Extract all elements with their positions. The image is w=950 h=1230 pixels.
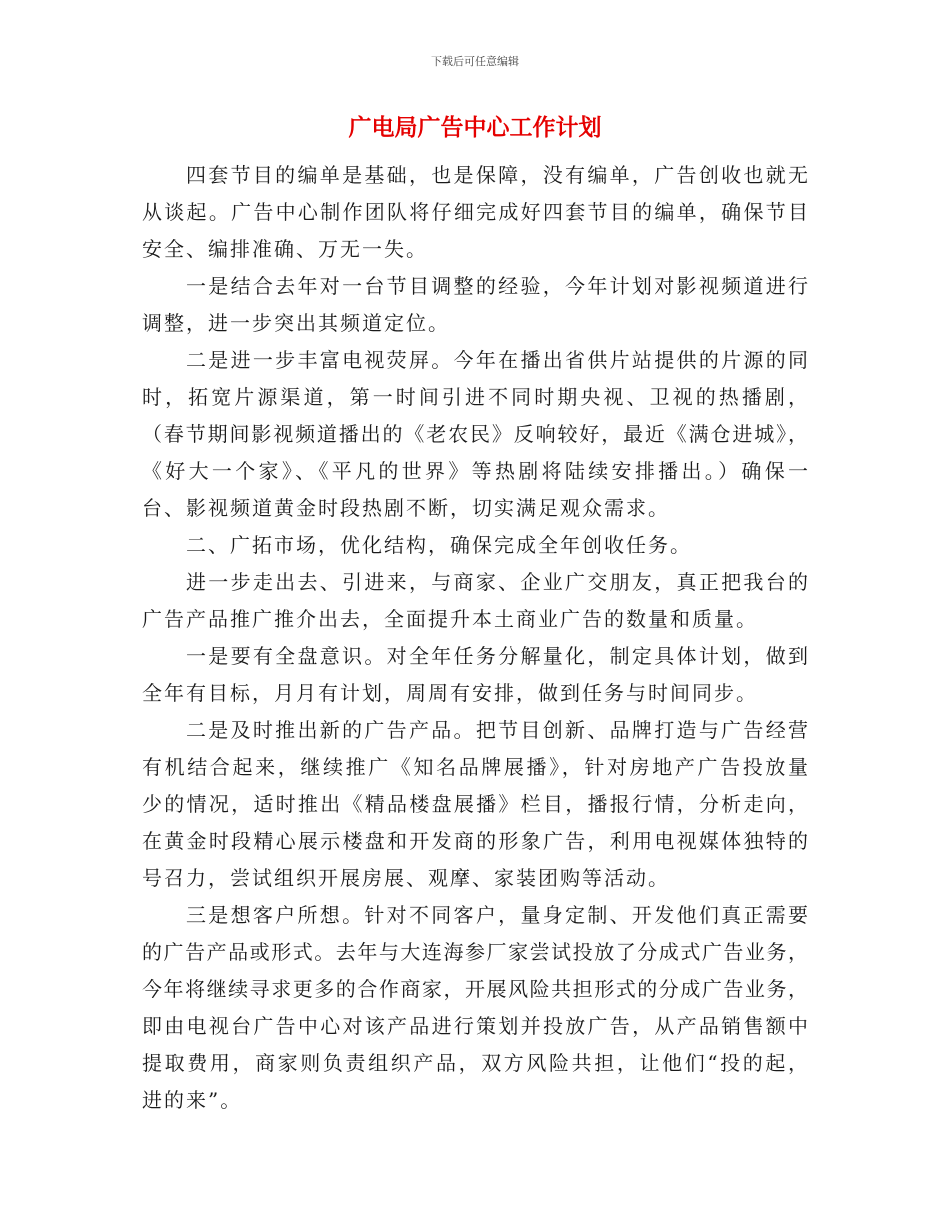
paragraph bbox=[142, 564, 808, 638]
paragraph bbox=[142, 157, 808, 268]
text-line: 二是进一步丰富电视荧屏。今年在播出省供片站提供的片源的同 bbox=[186, 348, 808, 372]
text-line: 有机结合起来，继续推广《知名品牌展播》，针对房地产广告投放量 bbox=[142, 755, 808, 779]
page-header-note: 下载后可任意编辑 bbox=[431, 55, 519, 68]
text-line: 时，拓宽片源渠道，第一时间引进不同时期央视、卫视的热播剧， bbox=[142, 385, 808, 409]
text-line: 从谈起。广告中心制作团队将仔细完成好四套节目的编单，确保节目 bbox=[142, 200, 808, 224]
text-line: 进的来”。 bbox=[142, 1088, 243, 1112]
text-line: 调整，进一步突出其频道定位。 bbox=[142, 311, 450, 335]
text-line: 在黄金时段精心展示楼盘和开发商的形象广告，利用电视媒体独特的 bbox=[142, 829, 808, 853]
text-line: 一是要有全盘意识。对全年任务分解量化，制定具体计划，做到 bbox=[186, 644, 808, 668]
document-title: 广电局广告中心工作计划 bbox=[348, 114, 602, 141]
text-line: 二是及时推出新的广告产品。把节目创新、品牌打造与广告经营 bbox=[186, 718, 808, 742]
text-line: 全年有目标，月月有计划，周周有安排，做到任务与时间同步。 bbox=[142, 681, 758, 705]
paragraph bbox=[142, 712, 808, 897]
text-line: 的广告产品或形式。去年与大连海参厂家尝试投放了分成式广告业务， bbox=[142, 940, 808, 964]
text-line: 四套节目的编单是基础，也是保障，没有编单，广告创收也就无 bbox=[186, 163, 808, 187]
text-line: 三是想客户所想。针对不同客户，量身定制、开发他们真正需要 bbox=[186, 903, 808, 927]
text-line: 广告产品推广推介出去，全面提升本土商业广告的数量和质量。 bbox=[142, 607, 758, 631]
text-line: 号召力，尝试组织开展房展、观摩、家装团购等活动。 bbox=[142, 866, 670, 890]
paragraph bbox=[142, 638, 808, 712]
text-line: 进一步走出去、引进来，与商家、企业广交朋友，真正把我台的 bbox=[186, 570, 808, 594]
text-line: 少的情况，适时推出《精品楼盘展播》栏目，播报行情，分析走向， bbox=[142, 792, 808, 816]
text-line: 一是结合去年对一台节目调整的经验，今年计划对影视频道进行 bbox=[186, 274, 808, 298]
paragraph bbox=[142, 897, 808, 1119]
text-line: 二、广拓市场，优化结构，确保完成全年创收任务。 bbox=[186, 533, 692, 557]
paragraph bbox=[142, 268, 808, 342]
section-heading bbox=[142, 527, 808, 564]
text-line: （春节期间影视频道播出的《老农民》反响较好，最近《满仓进城》， bbox=[142, 422, 808, 446]
document-body bbox=[142, 157, 808, 1119]
text-line: 今年将继续寻求更多的合作商家，开展风险共担形式的分成广告业务， bbox=[142, 977, 808, 1001]
text-line: 安全、编排准确、万无一失。 bbox=[142, 237, 428, 261]
text-line: 提取费用，商家则负责组织产品，双方风险共担，让他们“投的起， bbox=[142, 1051, 808, 1075]
text-line: 《好大一个家》、《平凡的世界》等热剧将陆续安排播出。）确保一 bbox=[142, 459, 808, 483]
text-line: 即由电视台广告中心对该产品进行策划并投放广告，从产品销售额中 bbox=[142, 1014, 808, 1038]
paragraph bbox=[142, 342, 808, 527]
text-line: 台、影视频道黄金时段热剧不断，切实满足观众需求。 bbox=[142, 496, 670, 520]
